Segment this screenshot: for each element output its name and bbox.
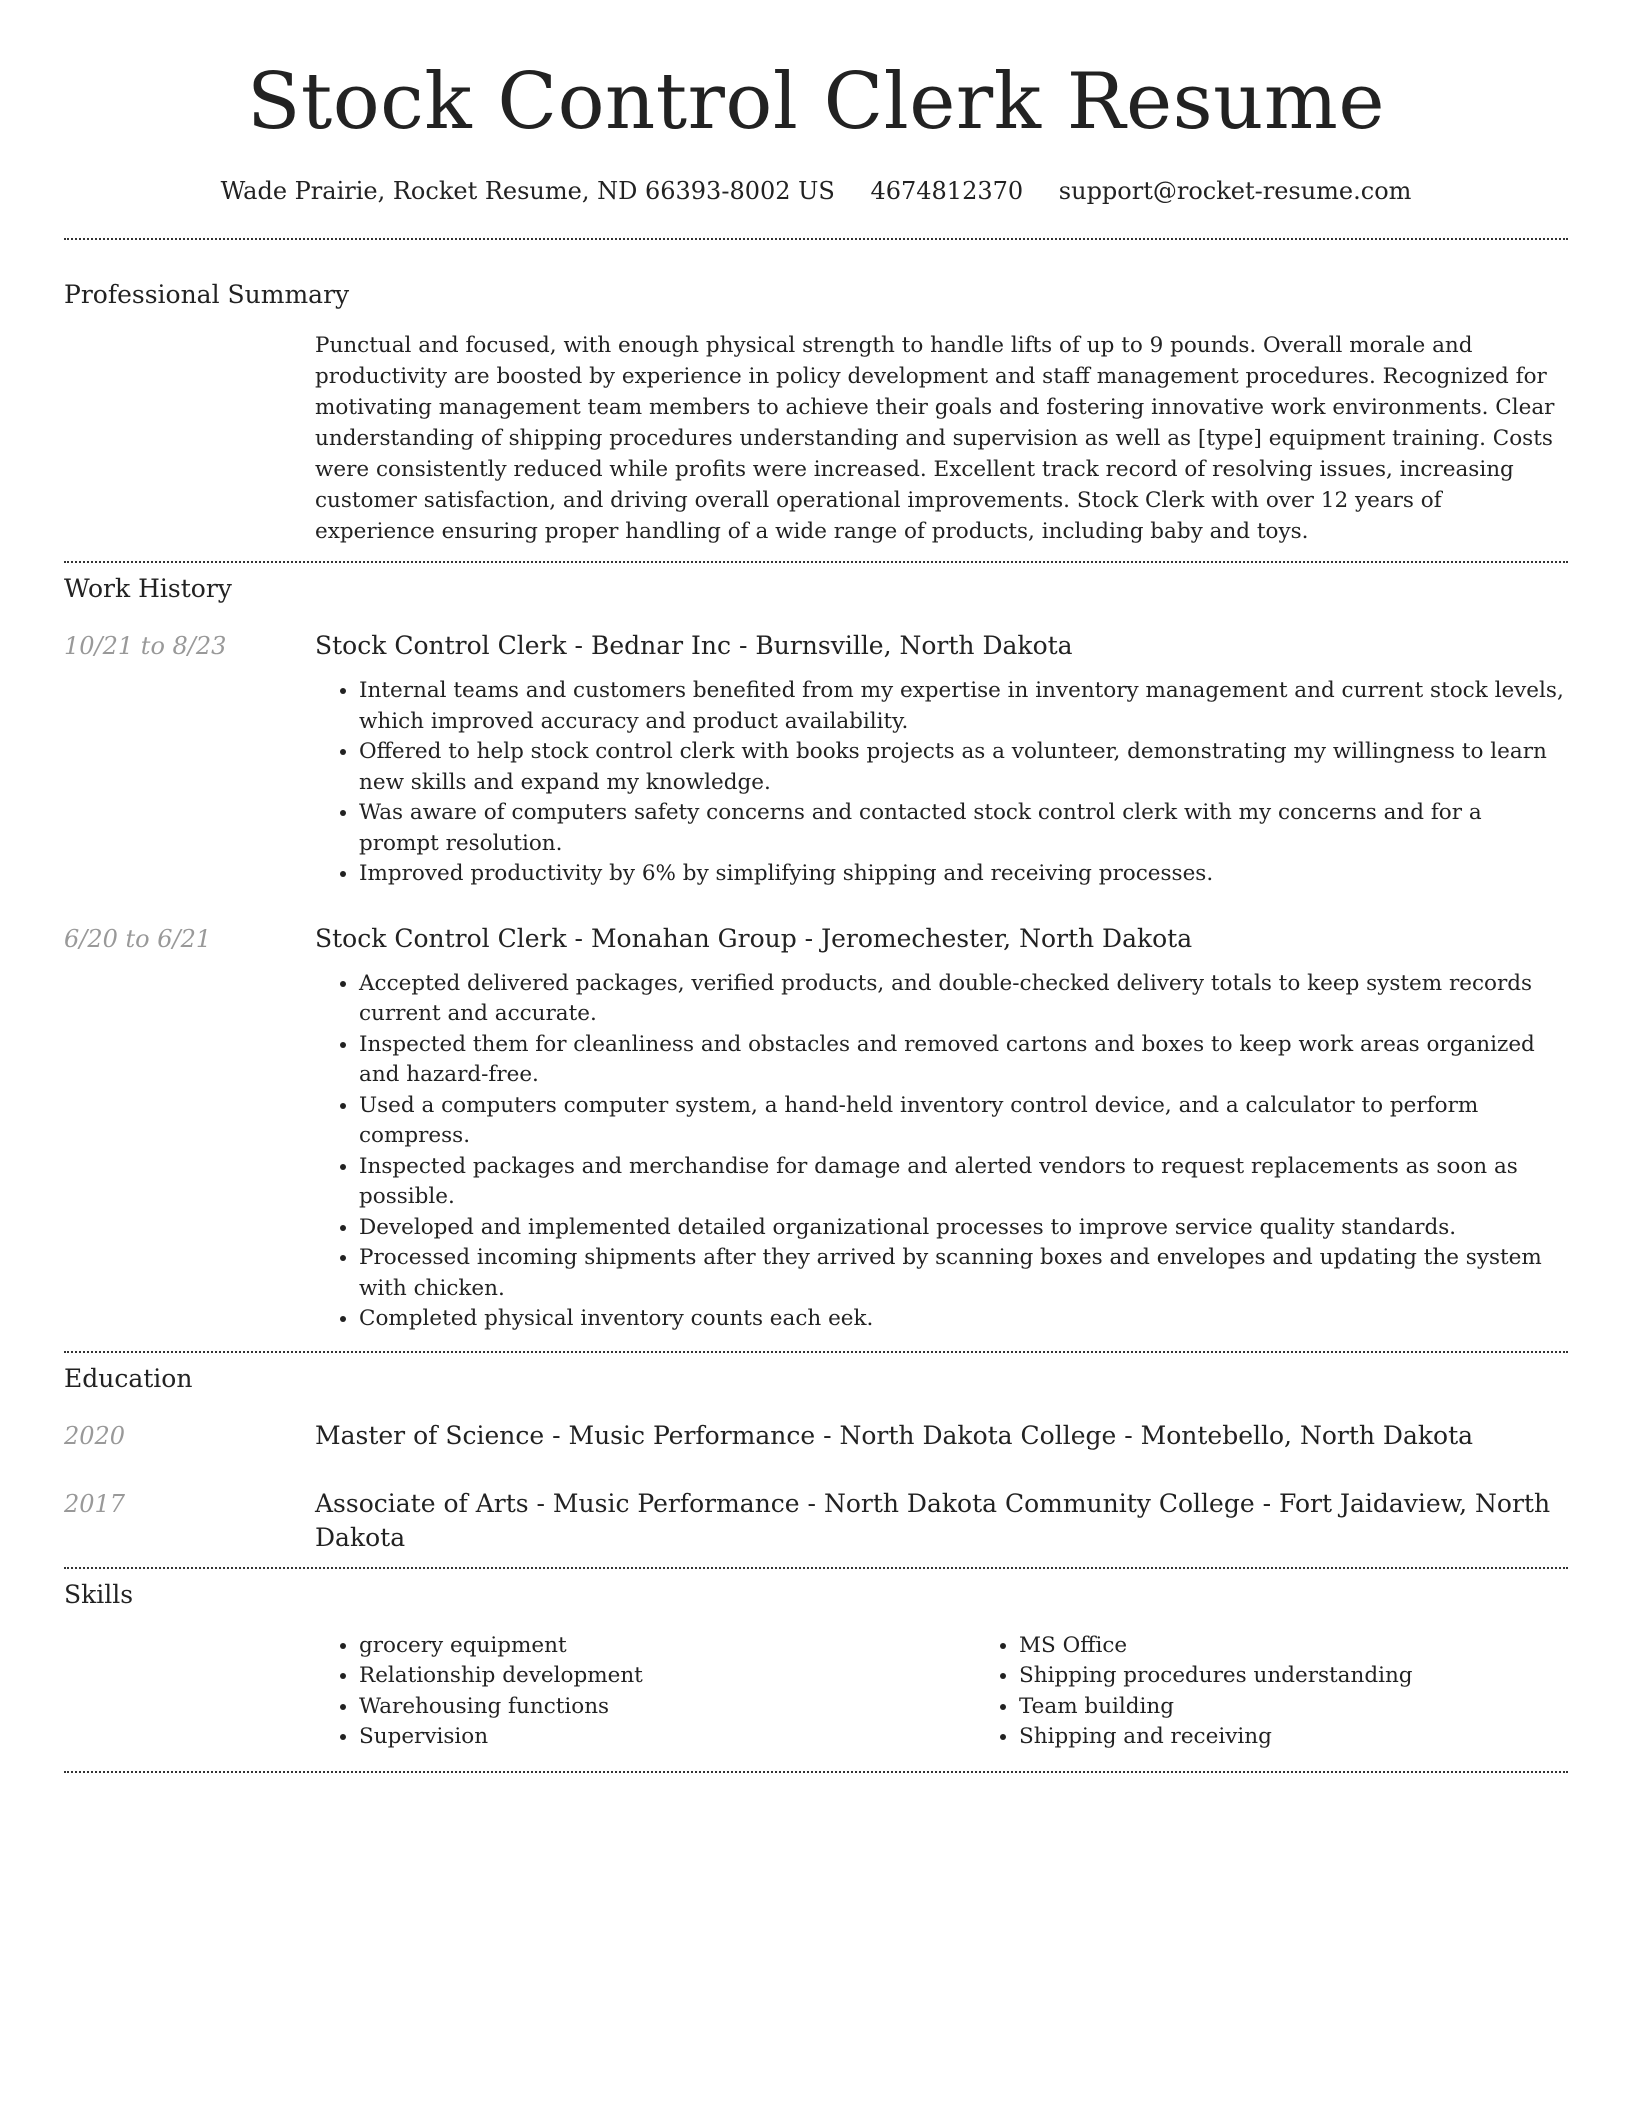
skill-item: • grocery equipment (359, 1631, 975, 1662)
education-entry (64, 1419, 1568, 1453)
skills-list-left (315, 1631, 975, 1753)
skills-list-right (975, 1631, 1632, 1753)
job-bullet: • Accepted delivered packages, verified products, and double-checked delivery totals to keep system records current and accurate. (359, 969, 1568, 1030)
education-year: 2020 (64, 1421, 126, 1450)
contact-phone: 4674812370 (870, 177, 1024, 205)
job-bullet: • Offered to help stock control clerk with books projects as a volunteer, demonstrating my willingness to learn new skills and expand my knowledge. (359, 737, 1568, 798)
skill-item: • Shipping procedures understanding (1019, 1661, 1632, 1692)
job-entry (64, 629, 1568, 890)
work-section (64, 563, 1568, 1335)
education-year: 2017 (64, 1489, 126, 1518)
job-bullet: • Inspected them for cleanliness and obstacles and removed cartons and boxes to keep work areas organized and hazard-free. (359, 1030, 1568, 1091)
job-bullet: • Used a computers computer system, a hand-held inventory control device, and a calculator to perform compress. (359, 1091, 1568, 1152)
resume-title: Stock Control Clerk Resume (246, 57, 1386, 147)
contact-line (64, 174, 1568, 208)
job-bullet: • Inspected packages and merchandise for damage and alerted vendors to request replacements as soon as possible. (359, 1152, 1568, 1213)
skill-item: • Team building (1019, 1692, 1632, 1723)
job-bullet: • Completed physical inventory counts each eek. (359, 1304, 1568, 1335)
job-entry (64, 922, 1568, 1335)
job-title: Stock Control Clerk - Monahan Group - Jeromechester, North Dakota (315, 923, 1193, 953)
job-bullet: • Improved productivity by 6% by simplifying shipping and receiving processes. (359, 859, 1568, 890)
work-heading: Work History (64, 574, 232, 603)
job-dates: 6/20 to 6/21 (64, 924, 212, 953)
skills-heading: Skills (64, 1579, 134, 1609)
skill-item: • Supervision (359, 1722, 975, 1753)
skills-section (64, 1569, 1568, 1753)
skill-item: • Shipping and receiving (1019, 1722, 1632, 1753)
contact-address: Wade Prairie, Rocket Resume, ND 66393-8002 US (220, 177, 835, 205)
job-bullet: • Was aware of computers safety concerns and contacted stock control clerk with my concerns and for a prompt resolution. (359, 798, 1568, 859)
education-section (64, 1353, 1568, 1555)
education-degree: Associate of Arts - Music Performance - North Dakota Community College - Fort Jaidaview, North Dakota (315, 1488, 1551, 1552)
education-heading: Education (64, 1363, 193, 1393)
job-bullet: • Internal teams and customers benefited from my expertise in inventory management and current stock levels, which improved accuracy and product availability. (359, 676, 1568, 737)
contact-email: support@rocket-resume.com (1058, 177, 1412, 205)
summary-section (64, 240, 1568, 547)
job-bullets (315, 676, 1568, 890)
job-title: Stock Control Clerk - Bednar Inc - Burnsville, North Dakota (315, 631, 1073, 660)
skill-item: • MS Office (1019, 1631, 1632, 1662)
job-dates: 10/21 to 8/23 (64, 632, 227, 660)
education-entry (64, 1487, 1568, 1555)
job-bullets (315, 969, 1568, 1335)
skill-item: • Relationship development (359, 1661, 975, 1692)
summary-heading: Professional Summary (64, 280, 350, 309)
job-bullet: • Developed and implemented detailed organizational processes to improve service quality standards. (359, 1213, 1568, 1244)
divider (64, 1771, 1568, 1773)
summary-text: Punctual and focused, with enough physical strength to handle lifts of up to 9 pounds. Overall morale and productivity are boosted by experience in policy development and staff management procedures. Recognized for motivating management team members to achieve their goals and fostering innovative work environments. Clear understanding of shipping procedures understanding and supervision as well as [type] equipment training. Costs were consistently reduced while profits were increased. Excellent track record of resolving issues, increasing customer satisfaction, and driving overall operational improvements. Stock Clerk with over 12 years of experience ensuring proper handling of a wide range of products, including baby and toys. (315, 333, 1555, 544)
skill-item: • Warehousing functions (359, 1692, 975, 1723)
education-degree: Master of Science - Music Performance - North Dakota College - Montebello, North Dakota (315, 1420, 1474, 1450)
job-bullet: • Processed incoming shipments after they arrived by scanning boxes and envelopes and updating the system with chicken. (359, 1243, 1568, 1304)
